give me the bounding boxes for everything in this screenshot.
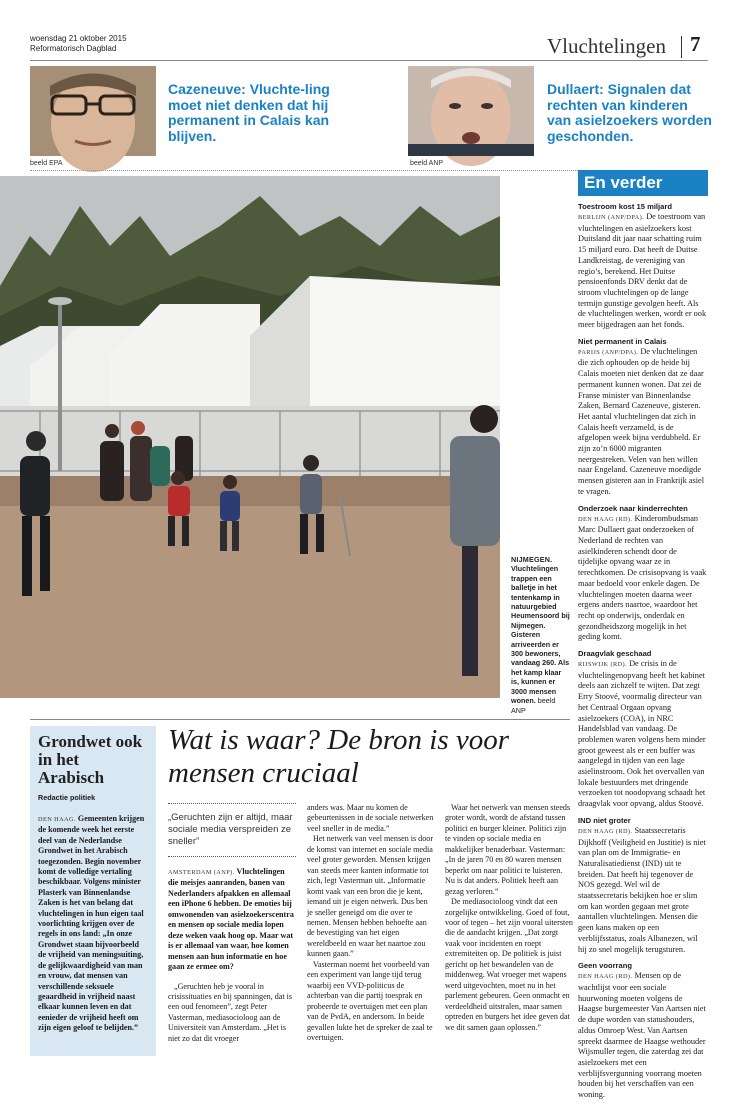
- article-column-2: [307, 803, 435, 1043]
- brief-voorrang[interactable]: [578, 961, 708, 1100]
- brief-text: De vluchtelingen die zich ophouden op de heide bij Calais moeten niet denken dat ze daar permanent kunnen wonen. Dat zei de Franse minister van Binnenlandse Zaken, Bernard Cazeneuve, gisteren. Het aantal vluchtelingen dat zich in Calais heeft verzameld, is de afgelopen week bijna verdubbeld. Er zijn zo’n 6000 migranten neergestreken. Velen van hen willen naar Engeland. Cazeneuve moedigde mensen gisteren aan in Frankrijk asiel te vragen.: [578, 346, 705, 496]
- paper-name: Reformatorisch Dagblad: [30, 44, 117, 53]
- issue-date: woensdag 21 oktober 2015: [30, 34, 127, 43]
- article-paragraph: De mediasocioloog vindt dat een zorgelijke ontwikkeling. Goed of fout, voor of tegen – het zijn vooral uitersten die de aandacht krijgen. „Dat zorgt vaak voor incidenten en roept extremiteiten op. De politiek is juist gericht op het bewandelen van de middenweg. Wat vroeger met wapens werd uitgevochten, moet nu in het parlement gebeuren. Geen onmacht en verdeeldheid uitstralen, maar samen optreden en burgers het idee geven dat we dit samen gaan oplossen.”: [445, 897, 573, 1032]
- brief-headline: Toestroom kost 15 miljard: [578, 202, 672, 211]
- article-paragraph: Waar het netwerk van mensen steeds groter wordt, wordt de afstand tussen politici en burger kleiner. Politici zijn te vinden op sociale media en makkelijker benaderbaar. Vasterman: „In de jaren 70 en 80 waren mensen beperkt om naar politici te luisteren. Nu is dat anders. Politiek heeft aan gezag verloren.”: [445, 803, 571, 896]
- article-paragraph: Het netwerk van veel mensen is door de komst van internet en sociale media veel groter geworden. Mensen krijgen van steeds meer kanten informatie tot zich, legt Vasterman uit. „Informatie komt vaak van een bron die je kent, iemand uit je eigen netwerk. Dus ben je sneller geneigd om die over te nemen. Mensen hebben behoefte aan de bevestiging van het eigen wereldbeeld en waar het naartoe zou kunnen gaan.”: [307, 834, 434, 959]
- brief-headline: Geen voorrang: [578, 961, 633, 971]
- article-lead: [168, 867, 296, 973]
- brief-kinderrechten[interactable]: [578, 504, 708, 643]
- sidebar-title: En verder: [578, 170, 708, 196]
- article-rule: [30, 719, 570, 720]
- teaser-headline-cazeneuve[interactable]: Cazeneuve: Vluchte-ling moet niet denken dat hij permanent in Calais kan blijven.: [168, 81, 330, 144]
- brief-draagvlak[interactable]: [578, 649, 708, 810]
- brief-ind[interactable]: [578, 816, 708, 955]
- caption-text: Vluchtelingen trappen een balletje in het tentenkamp in natuurgebied Heumensoord bij Nijmegen. Gisteren arriveerden er 300 bewoners, vandaag 260. Als het kamp klaar is, kunnen er 3000 mensen wonen.: [511, 564, 570, 706]
- brief-text: Mensen op de wachtlijst voor een sociale huurwoning moeten volgens de Haagse burgemeester Van Aartsen niet de dupe worden van statushouders, aldus Omroep West. Van Aartsen spreekt daarmee de Haagse wethouder Wijsmuller tegen, die zaterdag zei dat asielzoekers met een verblijfsvergunning voorrang moeten houden bij het verschaffen van een woning.: [578, 971, 706, 1100]
- caption-credit: beeld ANP: [511, 696, 556, 715]
- article-column-3: [445, 803, 573, 1033]
- brief-text: Kinderombudsman Marc Dullaert gaat onderzoeken of Nederland de rechten van asielkinderen schendt door de tijdelijke opvang waar ze in terechtkomen. De crisisopvang is vaak maar bedoeld voor enkele dagen. De vluchtelingen moeten daarna weer ergens anders naartoe, waardoor het recht op onderwijs, onderdak en gezondheidszorg mogelijk in het geding komt.: [578, 513, 707, 642]
- masthead-info: [30, 34, 127, 54]
- brief-headline: Draagvlak geschaad: [578, 649, 652, 659]
- brief-calais[interactable]: [578, 337, 708, 498]
- grondwet-author: Redactie politiek: [38, 793, 96, 802]
- sidebar-en-verder: [578, 170, 708, 1107]
- pull-quote: „Geruchten zijn er altijd, maar sociale media verspreiden ze sneller”: [168, 803, 296, 857]
- grondwet-text: Gemeenten krijgen de komende week het eerste deel van de Nederlandse Grondwet in het Arabisch toegezonden. Begin november komt de volledige vertaling beschikbaar. Volgens minister Plasterk van Binnenlandse Zaken is het van belang dat vluchtelingen in hun eigen taal voorlichting krijgen over de regels in ons land: „In onze Grondwet staan bijvoorbeeld de vrijheid van meningsuiting, de gelijkwaardigheid van man en vrouw, dat mensen van verschillende seksuele geaardheid in vrijheid naast elkaar kunnen leven en dat eenieder de vrijheid heeft om zijn eigen geloof te belijden.”: [38, 814, 145, 1033]
- brief-headline: IND niet groter: [578, 815, 631, 825]
- article-column-1: [168, 867, 296, 1044]
- brief-dateline: DEN HAAG (RD).: [578, 515, 633, 523]
- brief-text: Staatssecretaris Dijkhoff (Veiligheid en Justitie) is niet van plan om de Immigratie- en Naturalisatiedienst (IND) uit te breiden. Dat heeft hij tegenover de NOS gezegd. Wel wil de staatssecretaris bekijken hoe er slim om kan worden gegaan met grote aantallen vluchtelingen. Mensen die geen kans maken op een verblijfsstatus, zoals Albanezen, wil hij zo snel mogelijk terugsturen.: [578, 825, 706, 954]
- brief-text: De crisis in de vluchtelingenopvang heeft het kabinet deels aan zichzelf te wijten. Dat zegt Erry Stoové, voormalig directeur van het Centraal Orgaan opvang asielzoekers (COA), in NRC Handelsblad van vandaag. De problemen waren volgens hem minder groot geweest als er een buffer was aangelegd in tijden van een lage asielinstroom. Ook het overvallen van lokale bestuurders met dringende verzoeken tot noodopvang schaadt het draagvlak voor opvang, aldus Stoové.: [578, 659, 706, 809]
- teaser-headline-dullaert[interactable]: Dullaert: Signalen dat rechten van kinderen van asielzoekers worden geschonden.: [547, 81, 712, 144]
- brief-dateline: BERLIJN (ANP/DPA).: [578, 214, 645, 221]
- article-paragraph: anders was. Maar nu komen de gebeurtenissen in de sociale netwerken veel sneller in de media.”: [307, 803, 434, 833]
- section-title: Vluchtelingen: [547, 34, 666, 58]
- brief-text: De toestroom van vluchtelingen en asielzoekers kost Duitsland dit jaar naar schatting ruim 15 miljard euro. Dat heeft de Duitse Landkreistag, de vereniging van regio’s, berekend. Het Duitse pensioenfonds DRV denkt dat de stroom vluchtelingen op de lange termijn gunstige gevolgen heeft. Als de vluchtelingen werken, wordt er ook meer bijgedragen aan het fonds.: [578, 212, 707, 330]
- article-dateline: AMSTERDAM (ANP).: [168, 869, 235, 876]
- page-number: 7: [690, 32, 701, 56]
- grondwet-title: Grondwet ook in het Arabisch: [38, 732, 143, 787]
- main-photo-tentenkamp: [0, 176, 500, 698]
- article-paragraph: „Geruchten heb je vooral in crisissituaties en bij spanningen, dat is een oud fenomeen”, zegt Peter Vasterman, mediasocioloog aan de Universiteit van Amsterdam. „Het is niet zo dat dit vroeger: [168, 981, 293, 1043]
- grondwet-body: [38, 814, 148, 1034]
- brief-toestroom[interactable]: [578, 202, 708, 331]
- brief-dateline: DEN HAAG (RD).: [578, 827, 633, 835]
- caption-place: NIJMEGEN.: [511, 555, 553, 564]
- article-headline[interactable]: Wat is waar? De bron is voor mensen cruciaal: [168, 724, 510, 789]
- brief-dateline: RIJSWIJK (RD).: [578, 661, 627, 669]
- article-paragraph: Vasterman noemt het voorbeeld van een experiment van lange tijd terug waarbij een VVD-politicus de achterban van die partij toesprak en probeerde te overtuigen met een plan van de PvdA, en andersom. In beide gevallen lukte het de spreker de zaal te overtuigen.: [307, 959, 433, 1042]
- teaser-credit-epa: beeld EPA: [30, 160, 63, 167]
- section-divider: [681, 36, 682, 58]
- grondwet-box[interactable]: [30, 726, 156, 1056]
- header-rule: [30, 60, 708, 61]
- teaser-credit-anp: beeld ANP: [410, 160, 444, 167]
- article-lead-text: Vluchtelingen die meisjes aanranden, banen van Nederlanders afpakken en allemaal een iPhone 6 hebben. De emoties bij omwonenden van asielzoekerscentra en mensen op sociale media lopen deze weken vaak hoog op. Maar wat is er allemaal van waar, hoe komen mensen aan hun informatie en hoe gaan ze ermee om?: [168, 867, 294, 972]
- photo-caption: [511, 555, 571, 715]
- brief-dateline: PARIJS (ANP/DPA).: [578, 348, 639, 356]
- teaser-photo-dullaert: [408, 66, 534, 156]
- teaser-photo-cazeneuve: [30, 66, 156, 156]
- brief-headline: Onderzoek naar kinderrechten: [578, 503, 688, 513]
- grondwet-dateline: DEN HAAG.: [38, 816, 76, 823]
- brief-dateline: DEN HAAG (RD).: [578, 973, 633, 981]
- brief-headline: Niet permanent in Calais: [578, 336, 667, 346]
